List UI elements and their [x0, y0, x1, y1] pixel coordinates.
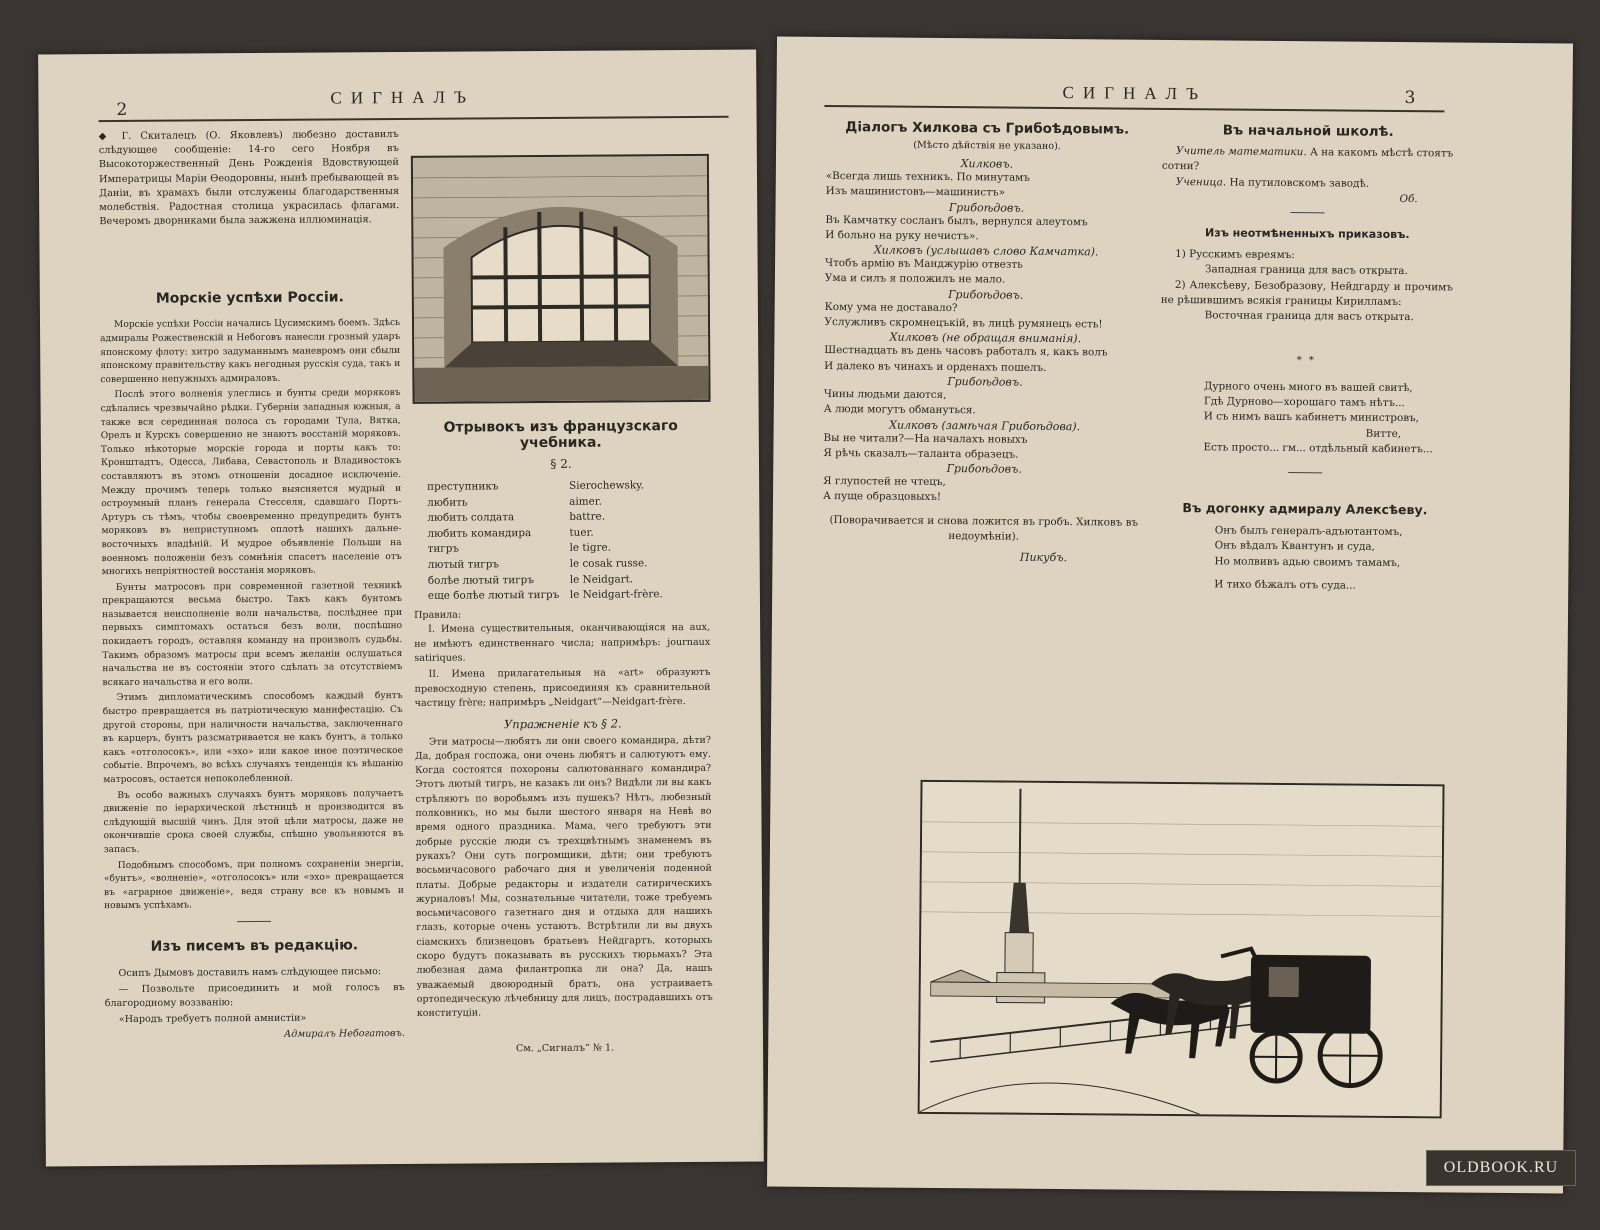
- rule-one: I. Имена существительныя, оканчивающіяся на aux, не имѣютъ единственнаго числа; напримѣръ: journaux satiriques.: [414, 621, 711, 664]
- page-number-left: 2: [116, 99, 128, 120]
- verse-line: Онъ вѣдалъ Квантунъ и суда,: [1214, 539, 1376, 554]
- verse-line: И больно на руку нечистъ».: [825, 228, 979, 243]
- letters-body: [104, 965, 405, 1043]
- dialogue-signature: Пикубъ.: [1019, 551, 1068, 565]
- dialogue-column: [822, 119, 1148, 565]
- table-row: любить командира tuer.: [427, 526, 594, 540]
- article-title-textbook: Отрывокъ изъ французскаго учебника.: [443, 418, 678, 452]
- article-body-naval: [100, 317, 404, 914]
- paragraph: Подобнымъ способомъ, при полномъ сохраненіи энергіи, «бунтъ», «волненіе», «отголосокъ» или «эхо» превращается въ «аграрное движеніе», ведя страну все къ новымъ и новымъ успѣхамъ.: [103, 858, 405, 912]
- letters-intro: Осипъ Дымовъ доставилъ намъ слѣдующее письмо:: [118, 966, 382, 979]
- carriage-scene-icon: [920, 782, 1443, 1117]
- dialogue-title: Діалогъ Хилкова съ Грибоѣдовымъ.: [845, 119, 1130, 138]
- exercise-body: [415, 733, 713, 1021]
- order-item-1: 1) Русскимъ евреямъ:: [1175, 248, 1295, 262]
- table-row: тигръ le tigre.: [427, 541, 611, 556]
- order-item-1b: Западная граница для васъ открыта.: [1204, 263, 1408, 278]
- verse-block: [826, 169, 1148, 202]
- barred-window-icon: [413, 156, 709, 402]
- verse-line: А пуще образцовыхъ!: [822, 490, 942, 504]
- table-row: любить солдата battre.: [427, 510, 606, 525]
- verse-line: «Всегда лишь техникъ. По минутамъ: [825, 169, 1030, 184]
- verse-block: [824, 300, 1146, 333]
- dialogue-ending: (Поворачивается и снова ложится въ гробъ. Хилковъ въ недоумѣніи).: [829, 513, 1139, 543]
- right-column-r: [1158, 122, 1454, 595]
- poem-block: [1159, 379, 1452, 458]
- teacher-role: Учитель математики.: [1175, 145, 1307, 159]
- rules-block: [414, 607, 711, 712]
- school-teacher: [1162, 144, 1454, 177]
- verse-line: Вы не читали?—На началахъ новыхъ: [823, 431, 1028, 446]
- order-item-2: 2) Алексѣеву, Безобразову, Нейдгарду и прочимъ не рѣшившимъ всякія границы Кирилламъ:: [1160, 278, 1453, 309]
- left-column: [99, 128, 405, 1043]
- article-title-letters: Изъ писемъ въ редакцію.: [150, 937, 359, 955]
- verse-line: И тихо бѣжалъ отъ суда...: [1214, 578, 1356, 592]
- table-row: любить aimer.: [427, 495, 602, 509]
- paragraph: Бунты матросовъ при современной газетной техникѣ прекращаются весьма быстро. Такъ какъ бунтомъ называется неисполненіе воли начальства, послѣднее при первыхъ симптомахъ остаться безъ воли, поспѣшно покидаетъ городъ, оставляя команду на произволъ судьбы. Такимъ образомъ матросы при всемъ желаніи ослушаться начальства не въ состояніи этого сдѣлать за отсутствіемъ всякаго начальства и его воли.: [101, 580, 403, 688]
- verse-line: Шестнадцать въ день часовъ работалъ я, какъ волъ: [824, 344, 1108, 359]
- rules-label: Правила:: [414, 609, 462, 621]
- window-illustration: [411, 154, 711, 404]
- verse-line: Витте,: [1365, 427, 1402, 440]
- student-line: На путиловскомъ заводѣ.: [1229, 176, 1370, 190]
- order-item-2b: Восточная граница для васъ открыта.: [1204, 309, 1414, 324]
- header-rule-left: [99, 116, 729, 122]
- masthead-left: СИГНАЛЪ: [330, 87, 476, 108]
- speaker-role: Хилковъ (замѣчая Грибоѣдова).: [889, 418, 1081, 433]
- letters-text: — Позвольте присоединить и мой голосъ въ благородному воззванію:: [104, 981, 405, 1010]
- divider: [1291, 212, 1325, 213]
- paragraph: Морскіе успѣхи Россіи начались Цусимскимъ боемъ. Здѣсь адмиралы Рожественскій и Небоговъ нанесли грозный ударъ японскому флоту: хитро задуманнымъ маневромъ они сбыли японскому правительству какъ негодныя русскія суда, такъ и совершенно непужныхъ адмираловъ.: [100, 318, 401, 385]
- speaker-role: Грибоѣдовъ.: [947, 375, 1023, 389]
- table-row: лютый тигръ le cosak russe.: [427, 557, 648, 571]
- table-row: преступникъ Sierochewsky.: [427, 479, 644, 493]
- news-note: ◆ Г. Скиталецъ (О. Яковлевъ) любезно доставилъ слѣдующее сообщеніе: 14-го сего Ноября въ Высокоторжественный День Рожденія Вдовствующей Императрицы Маріи Ѳеодоровны, нынѣ пребывающей въ Даніи, въ храмахъ были отслужены благодарственныя молебствія. Радостная столица украсилась флагами. Вечеромъ дворниками была зажжена иллюминація.: [98, 129, 400, 228]
- exercise-title: Упражненіе къ § 2.: [503, 716, 622, 731]
- verse-line: И далеко въ чинахъ и орденахъ пошелъ.: [824, 359, 1047, 374]
- verse-block: [825, 256, 1147, 289]
- teacher-line: А на какомъ мѣстѣ стоятъ сотни?: [1161, 146, 1454, 173]
- school-title: Въ начальной школѣ.: [1222, 122, 1394, 140]
- verse-line: Я рѣчь сказалъ—таланта образецъ.: [823, 446, 1019, 461]
- divider: [1288, 472, 1322, 473]
- verse-line: Услужливъ скромнецъкій, въ лицѣ румянецъ есть!: [824, 316, 1103, 331]
- verse-line: Въ Камчатку сосланъ былъ, вернулся алеутомъ: [825, 213, 1088, 228]
- verse-line: Но молвивъ адью своимъ тамамъ,: [1214, 555, 1401, 569]
- paragraph: Послѣ этого волненія улеглись и бунты среди моряковъ сдѣлались чрезвычайно рѣдки. Губерніи западныя южныя, а также вся серединная полоса съ городами Тула, Вятка, Орелъ и Курскъ совершенно не знаютъ восстаній моряковъ. Только нѣкоторые морскіе города и порты какъ то: Кронштадтъ, Одесса, Либава, Севастополь и Владивостокъ составляютъ въ этомъ отношеніи досадное исключеніе. Между прочимъ теперь только выясняется мудрый и остроумный планъ генерала Стесселя, сдавшаго Портъ-Артуръ съ тѣмъ, чтобы своевременно предупредить бунтъ моряковъ въ неприступномъ оплотѣ нашихъ дальне-восточныхъ владѣній. И мудрое объявленіе Польши на военномъ положеніи безъ сомнѣнія спасетъ населеніе отъ многихъ непріятностей восстанія моряковъ.: [100, 388, 402, 578]
- right-page: [767, 37, 1573, 1194]
- verse-block: [824, 387, 1146, 420]
- verse-block: [824, 343, 1146, 376]
- right-column: [413, 418, 713, 1055]
- divider: [237, 921, 271, 922]
- student-role: Ученица.: [1175, 175, 1227, 189]
- verse-line: И съ нимъ вашъ кабинетъ министровъ,: [1203, 410, 1420, 425]
- section-mark: § 2.: [550, 456, 572, 471]
- letters-signature: Адмиралъ Небогатовъ.: [283, 1027, 406, 1040]
- speaker-role: Хилковъ (услышавъ слово Камчатка).: [873, 243, 1099, 259]
- alekseev-title: Въ догонку адмиралу Алексѣеву.: [1182, 500, 1428, 518]
- exercise-text: Эти матросы—любятъ ли они своего командира, дѣти? Да, добрая госпожа, они очень любятъ и салютуютъ ему. Когда состоятся похороны салютованнаго командира? Этотъ лютый тигръ, не казакъ ли онъ? Видѣли ли вы какъ стрѣляютъ по воробьямъ изъ пушекъ? Нѣтъ, любезный полковникъ, но мы были шестого января на Невѣ во время одного праздника. Мама, чего требуютъ эти добрые русскіе люди съ трехцвѣтнымъ знаменемъ въ рукахъ? Они суть погромщики, дѣти; они требуютъ восьмичасового рабочаго дня и увеличенія поденной платы. Добрые редакторы и издатели сатирическихъ журналовъ! Мы, сознательные читатели, тоже требуемъ восьмичасового газетнаго дня и отдыха для нашихъ глазъ, которые очень устаютъ. Встрѣтили ли вы двухъ сіамскихъ близнецовъ братьевъ Нейдгартъ, которыхъ скоро будутъ показывать въ русскихъ тюрьмахъ? Эта любезная дама филантропка ли она? Да, нашъ уважаемый двоюродный братъ, она устраиваетъ ортопедическую лѣчебницу для лицъ, пострадавшихъ отъ конституціи.: [414, 734, 713, 1020]
- table-row: еще болѣе лютый тигръ le Neidgart-frère.: [427, 588, 663, 602]
- poem-block: [1158, 523, 1451, 595]
- dialogue-stage: (Мѣсто дѣйствія не указано).: [913, 139, 1061, 153]
- verse-line: Кому ума не доставало?: [824, 300, 958, 314]
- paragraph: Этимъ дипломатическимъ способомъ каждый бунтъ быстро превращается въ патріотическую манифестацію. Съ другой стороны, при наличности начальства, заключеннаго въ карцеръ, бунтъ разсматривается не какъ бунтъ, а только какъ «отголосокъ», или «эхо» или какое иное поэтическое событіе. Впрочемъ, во всѣхъ случаяхъ тенденція къ вѣшанію матросовъ, остается непоколебленной.: [102, 691, 404, 786]
- carriage-illustration: [918, 780, 1445, 1119]
- verse-block: [823, 431, 1145, 464]
- verse-line: Гдѣ Дурново—хорошаго тамъ нѣтъ...: [1203, 395, 1405, 410]
- speaker-role: Грибоѣдовъ.: [946, 462, 1022, 476]
- verse-line: Изъ машинистовъ—машинистъ»: [825, 185, 1006, 199]
- article-title-naval: Морскіе успѣхи Россіи.: [155, 289, 344, 308]
- verse-line: Ума и силъ я положилъ не мало.: [824, 272, 1006, 287]
- vocab-table: [427, 478, 663, 604]
- asterism: * *: [1296, 354, 1316, 366]
- footnote: См. „Сигналъ“ № 1.: [515, 1042, 615, 1054]
- header-rule-right: [824, 105, 1444, 112]
- school-student: [1162, 175, 1454, 193]
- left-page: [38, 50, 764, 1167]
- paragraph: Въ особо важныхъ случаяхъ бунтъ моряковъ получаетъ движеніе по іерархической лѣстницѣ и производится въ слѣдующій высшій чинъ. Для этой цѣли матросы, даже не окончившіе срока своей службы, спѣшно увольняются въ запасъ.: [103, 788, 404, 856]
- verse-line: Чины людьми даются,: [823, 387, 947, 402]
- speaker-role: Грибоѣдовъ.: [948, 200, 1025, 215]
- orders-title: Изъ неотмѣненныхъ приказовъ.: [1204, 226, 1410, 242]
- speaker-role: Хилковъ (не обращая вниманія).: [889, 330, 1082, 346]
- school-signature: Об.: [1399, 192, 1418, 206]
- verse-block: [823, 474, 1145, 507]
- verse-line: Онъ былъ генералъ-адъютантомъ,: [1214, 524, 1403, 539]
- speaker-role: Грибоѣдовъ.: [948, 287, 1024, 302]
- verse-line: Есть просто... гм... отдѣльный кабинетъ...: [1203, 441, 1433, 456]
- page-number-right: 3: [1404, 88, 1416, 109]
- verse-block: [825, 213, 1147, 246]
- masthead-right: СИГНАЛЪ: [1062, 83, 1208, 104]
- table-row: болѣе лютый тигръ le Neidgart.: [427, 572, 634, 587]
- speaker-role: Хилковъ.: [960, 157, 1014, 171]
- verse-line: Чтобъ армію въ Манджурію отвезть: [825, 257, 1023, 271]
- watermark-logo: OLDBOOK.RU: [1426, 1150, 1576, 1186]
- letters-quote: «Народъ требуетъ полной амнистіи»: [118, 1012, 307, 1025]
- verse-line: А люди могутъ обмануться.: [823, 403, 976, 417]
- rule-two: II. Имена прилагательныя на «art» образуютъ превосходную степень, присоединяя къ сравнительной частицу frère; напримѣръ „Neidgart“—Neidgart-frère.: [414, 667, 711, 710]
- verse-line: Дурного очень много въ вашей свитѣ,: [1203, 379, 1413, 394]
- verse-line: Я глупостей не чтецъ,: [823, 475, 946, 489]
